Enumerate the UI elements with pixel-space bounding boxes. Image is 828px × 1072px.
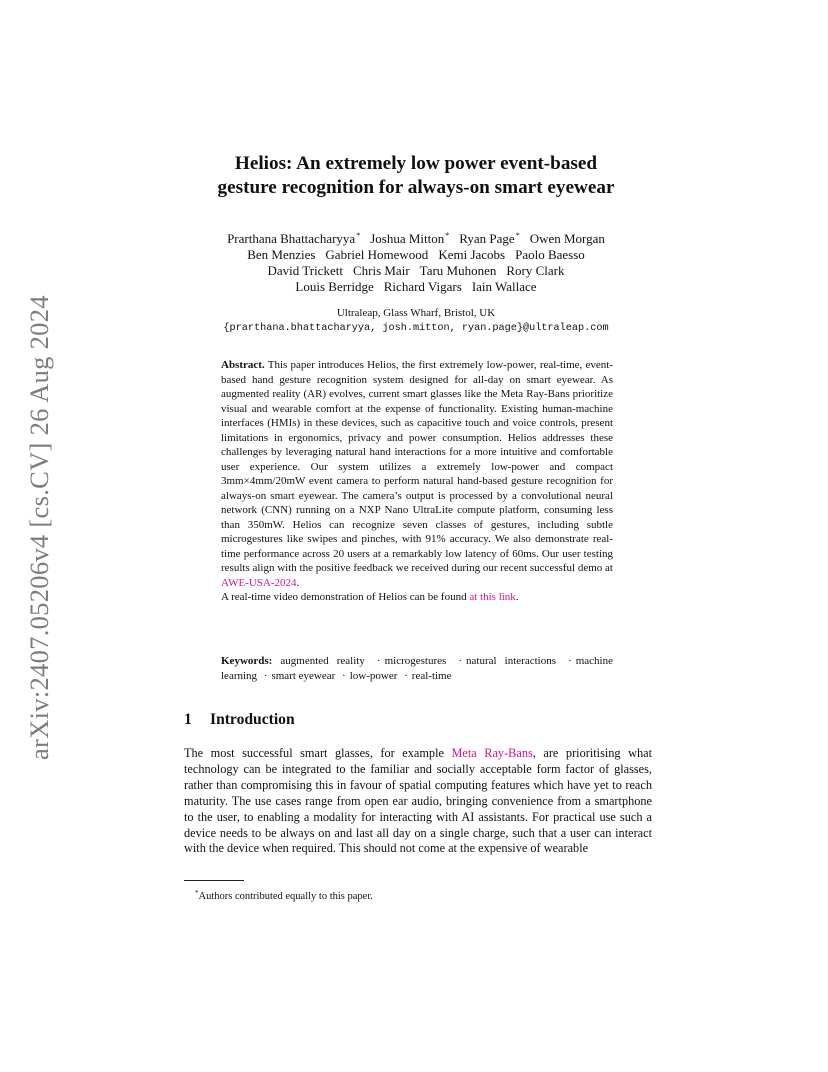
keyword: natural interactions: [466, 655, 556, 667]
author-name-text: Paolo Baesso: [515, 247, 585, 262]
title-line-1: Helios: An extremely low power event-based: [234, 153, 598, 174]
author-name: [227, 228, 360, 247]
author-name: [325, 247, 428, 263]
footnote-rule: [184, 880, 244, 881]
keyword-separator: ·: [404, 669, 408, 682]
keyword-separator: ·: [568, 655, 572, 667]
author-name-text: Gabriel Homewood: [325, 247, 429, 262]
keyword-separator: ·: [458, 655, 463, 667]
author-name-text: Richard Vigars: [383, 279, 462, 294]
author-name-text: Ryan Page: [459, 231, 515, 246]
author-name-text: David Trickett: [267, 263, 343, 278]
video-demo-text: A real-time video demonstration of Helios can be found: [221, 591, 467, 603]
author-name-text: Owen Morgan: [529, 231, 605, 246]
keywords-label: Keywords:: [221, 655, 273, 667]
author-name-text: Rory Clark: [506, 263, 565, 278]
author-name: [295, 279, 373, 295]
author-name-text: Chris Mair: [352, 263, 410, 278]
author-name: [472, 279, 537, 295]
author-name: [459, 228, 519, 247]
author-name-text: Iain Wallace: [471, 279, 537, 294]
intro-text-start: The most successful smart glasses, for example: [184, 746, 444, 760]
equal-contribution-mark: *: [515, 231, 520, 240]
author-name: [420, 263, 497, 279]
footnote-text: Authors contributed equally to this paper.: [198, 891, 373, 902]
author-emails: {prarthana.bhattacharyya, josh.mitton, ryan.page}@ultraleap.com: [223, 323, 609, 334]
keyword: smart eyewear: [271, 669, 336, 682]
meta-ray-bans-link[interactable]: Meta Ray-Bans: [451, 746, 533, 760]
keyword: augmented reality: [280, 655, 365, 667]
arxiv-identifier: arXiv:2407.05206v4 [cs.CV] 26 Aug 2024: [24, 295, 54, 760]
paper-title: [150, 152, 682, 200]
affiliation: [150, 306, 682, 336]
title-line-2: gesture recognition for always-on smart eyewear: [217, 177, 615, 198]
author-name: [530, 231, 605, 247]
section-title: Introduction: [210, 711, 295, 728]
author-line: [150, 247, 682, 263]
author-name-text: Prarthana Bhattacharyya: [227, 231, 356, 246]
equal-contribution-mark: *: [445, 231, 450, 240]
keyword: real-time: [411, 669, 452, 682]
keyword-separator: ·: [376, 655, 381, 667]
author-list: [150, 228, 682, 295]
keyword-list: [221, 655, 613, 682]
intro-text-rest: , are prioritising what technology can be integrated to the familiar and socially acceptable form factor of glasses, rather than compromising this in favour of spatial computing features which have yet to reach maturity. The use cases range from open ear audio, bringing convenience from a smartphone to the user, to enabling a modality for interacting with AI assistants. For practical use such a device needs to be always on and last all day on a single charge, such that a user can interact with the device when required. This should not come at the expensive of wearable: [184, 746, 652, 856]
author-name: [353, 263, 410, 279]
institution: Ultraleap, Glass Wharf, Bristol, UK: [336, 307, 496, 319]
equal-contribution-mark: *: [356, 231, 361, 240]
author-line: [150, 279, 682, 295]
author-name: [384, 279, 462, 295]
section-number: 1: [184, 711, 192, 728]
author-line: [150, 228, 682, 247]
abstract-label: Abstract.: [221, 359, 265, 371]
keyword-separator: ·: [342, 669, 346, 682]
author-name: [370, 228, 449, 247]
author-name: [515, 247, 585, 263]
footnote-mark: *: [195, 889, 199, 897]
author-name-text: Louis Berridge: [295, 279, 374, 294]
author-name: [267, 263, 342, 279]
footnote: [195, 886, 373, 904]
keyword-separator: ·: [263, 669, 268, 682]
video-demo-link[interactable]: at this link: [469, 591, 516, 603]
author-name: [438, 247, 505, 263]
abstract: Abstract. This paper introduces Helios, the first extremely low-power, real-time, event-based hand gesture recognition system designed for all-day on smart eyewear. As augmented reality (AR) evolves, current smart glasses like the Meta Ray-Bans prioritize visual and wearable comfort at the expense of functionality. Existing human-machine interfaces (HMIs) in these devices, such as capacitive touch and voice controls, present limitations in ergonomics, privacy and power consumption. Helios addresses these challenges by leveraging natural hand interactions for a more intuitive and comfortable user experience. Our system utilizes a extremely low-power and compact 3mm×4mm/20mW event camera to perform natural hand-based gesture recognition for always-on smart eyewear. The camera’s output is processed by a convolutional neural network (CNN) running on a NXP Nano UltraLite compute platform, consuming less than 350mW. Helios can recognize seven classes of gestures, including subtle microgestures like swipes and pinches, with 91% accuracy. We also demonstrate real-time performance across 20 users at a remarkably low latency of 60ms. Our user testing results align with the positive feedback we received during our recent successful demo at AWE-USA-2024. A real-time video demonstration of Helios can be found at this link.: [221, 359, 613, 603]
author-name-text: Joshua Mitton: [370, 231, 445, 246]
author-name-text: Ben Menzies: [247, 247, 316, 262]
keyword: microgestures: [384, 655, 447, 667]
author-name: [506, 263, 564, 279]
arxiv-stamp: [22, 280, 56, 760]
section-heading-introduction: [184, 710, 295, 730]
keyword: low-power: [349, 669, 398, 682]
author-name: [247, 247, 315, 263]
keywords: [221, 654, 613, 683]
awe-usa-link[interactable]: AWE-USA-2024: [221, 576, 297, 589]
abstract-body: This paper introduces Helios, the first extremely low-power, real-time, event-based hand gesture recognition system designed for all-day on smart eyewear. As augmented reality (AR) evolves, current smart glasses like the Meta Ray-Bans prioritize visual and wearable comfort at the expense of functionality. Existing human-machine interfaces (HMIs) in these devices, such as capacitive touch and voice controls, present limitations in ergonomics, privacy and power consumption. Helios addresses these challenges by leveraging natural hand interactions for a more intuitive and comfortable user experience. Our system utilizes a extremely low-power and compact 3mm×4mm/20mW event camera to perform natural hand-based gesture recognition for always-on smart eyewear. The camera’s output is processed by a convolutional neural network (CNN) running on a NXP Nano UltraLite compute platform, consuming less than 350mW. Helios can recognize seven classes of gestures, including subtle microgestures like swipes and pinches, with 91% accuracy. We also demonstrate real-time performance across 20 users at a remarkably low latency of 60ms. Our user testing results align with the positive feedback we received during our recent successful demo at: [221, 359, 613, 574]
author-name-text: Kemi Jacobs: [438, 247, 506, 262]
author-line: [150, 263, 682, 279]
keyword: machine learning: [221, 655, 613, 682]
author-name-text: Taru Muhonen: [419, 263, 497, 278]
intro-paragraph: [184, 746, 652, 857]
